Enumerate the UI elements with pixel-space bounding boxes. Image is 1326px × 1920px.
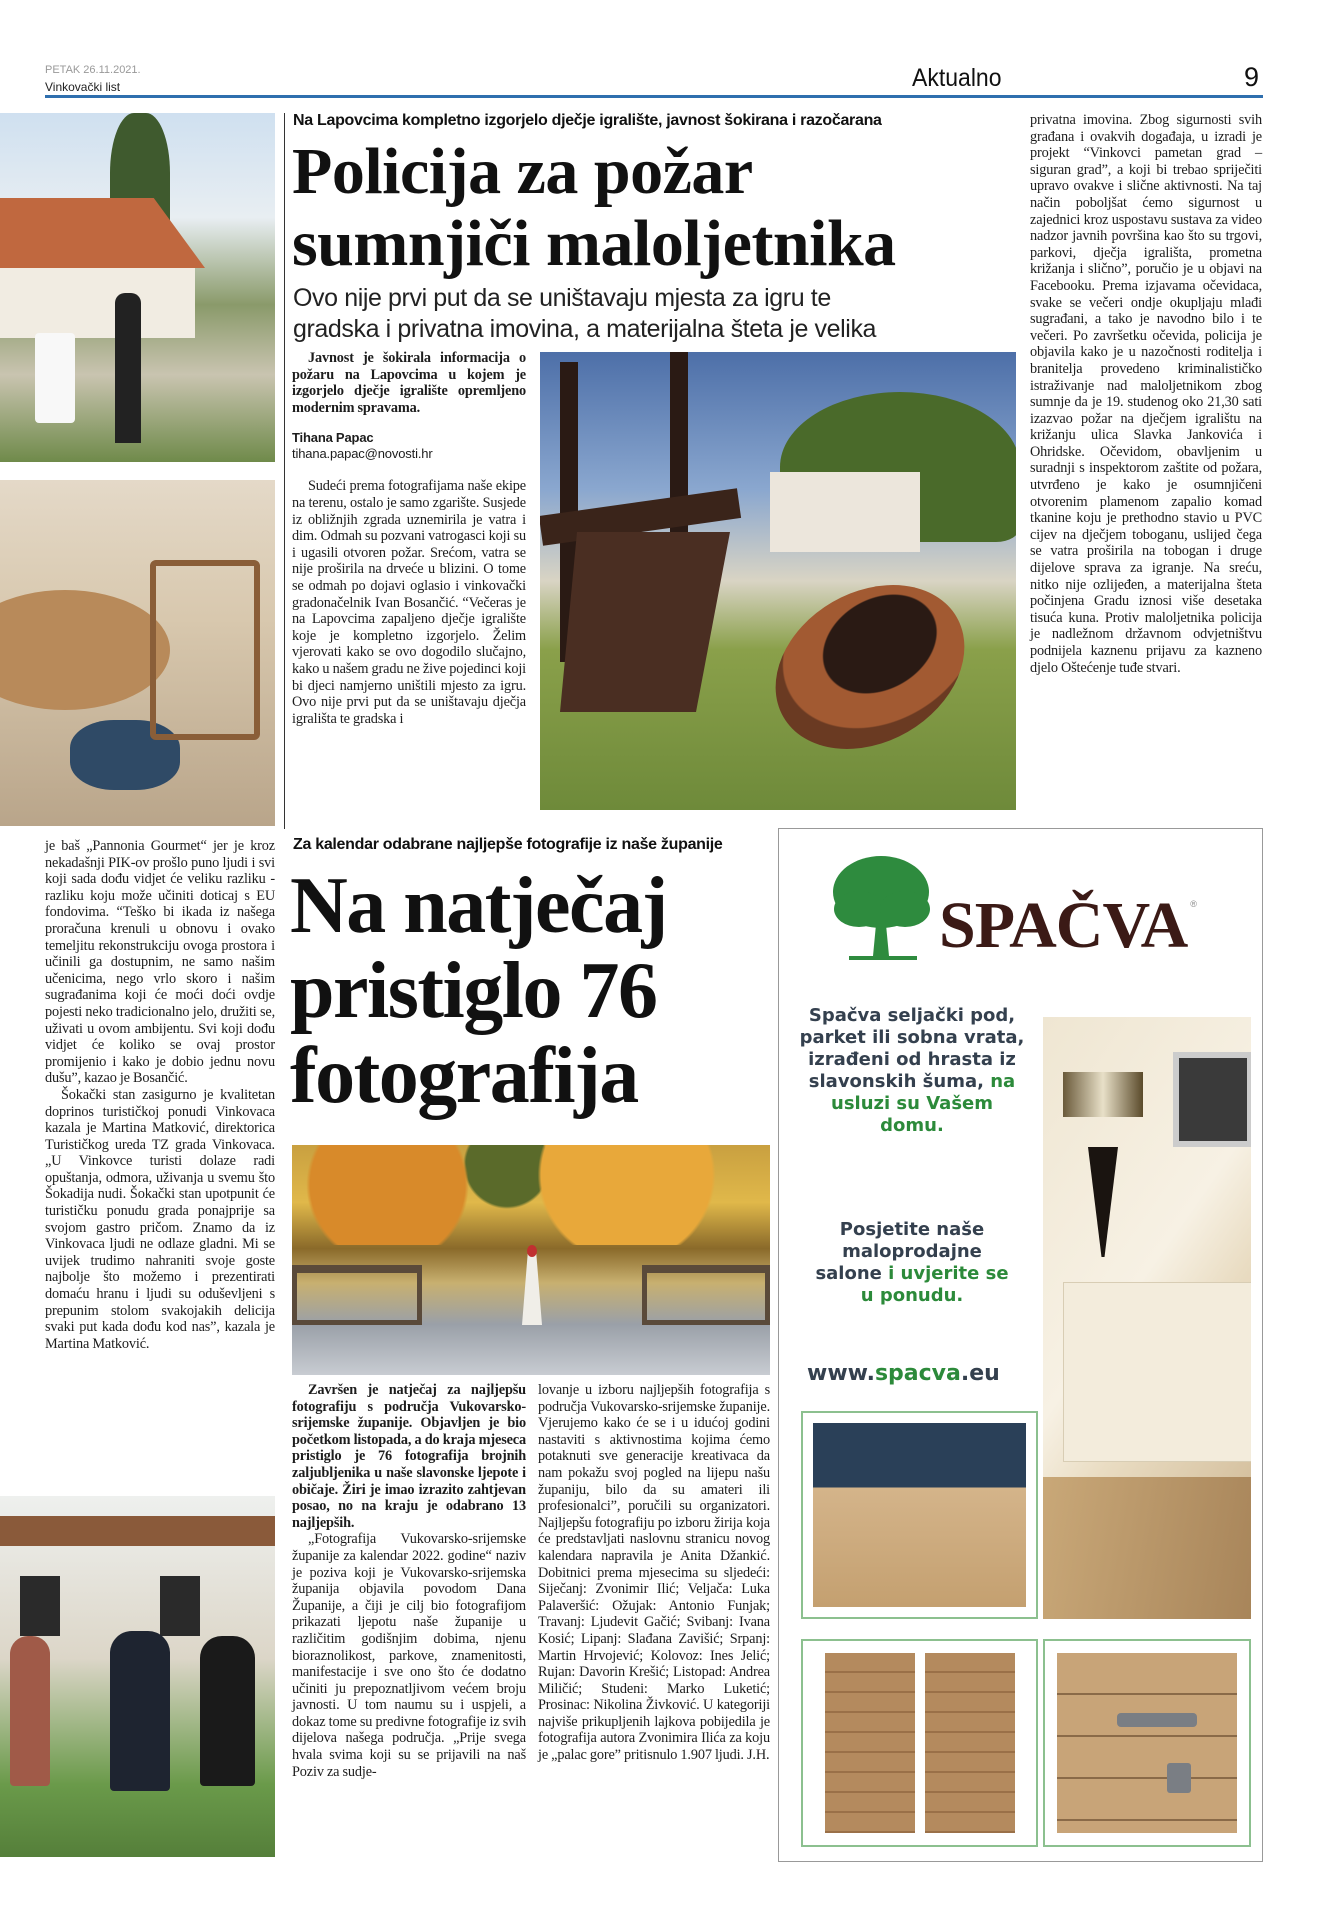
deck-line: Ovo nije prvi put da se uništavaju mjesta za igru te [293,284,831,312]
url-part: spacva [874,1361,961,1386]
header-rule [45,95,1263,98]
photo-door-handle [1043,1639,1251,1847]
photo-restaurant-interior [0,480,275,826]
url-part: .eu [960,1361,1000,1386]
article2-column-2 [538,1382,770,1764]
brand-logo-text: SPAČVA [939,889,1188,962]
invitation-text: Posjetite naše maloprodajne salone [815,1219,985,1284]
slogan-highlight: na usluzi su Vašem domu. [831,1071,1016,1136]
column-divider [284,113,285,829]
photo-restaurant-exterior [0,113,275,462]
author-email[interactable]: tihana.papac@novosti.hr [292,446,433,462]
article2-kicker: Za kalendar odabrane najljepše fotografije iz naše županije [293,836,723,853]
left-article-text [45,838,275,1352]
headline-line: Na natječaj [290,862,667,950]
article2-headline [290,864,770,1119]
photo-parquet-floor [801,1411,1038,1619]
page-number: 9 [1244,62,1260,92]
registered-mark: ® [1190,899,1197,909]
spacva-advertisement[interactable] [778,828,1263,1862]
photo-wooden-doors [801,1639,1038,1847]
brand-logo [939,891,1197,961]
article1-column-2 [1030,112,1262,676]
body-paragraph: Šokački stan zasigurno je kvalitetan doprinos turističkoj ponudi Vinkovaca kazala je Martina Matković, direktorica Turističkog ureda TZ grada Vinkovaca. „U Vinkovce turisti dolaze radi opuštanja, odmora, uživanja u svemu što Šokadija nudi. Šokački stan upotpunit će turističku ponudu grada ponajprije sa svojom gastro pričom. Znamo da iz Vinkovaca ljudi ne odlaze gladni. Mi se uvijek trudimo nahraniti svoje goste najbolje što možemo i prezentirati domaću hranu i ljudi su oduševljeni s prepunim stolom svakojakih delicija svaki put kada dođu kod nas”, kazala je Martina Matković. [45,1086,275,1352]
ad-website-link[interactable] [807,1361,1000,1387]
photo-burned-playground [540,352,1016,810]
headline-line: sumnjiči maloljetnika [292,207,896,280]
body-text: Sudeći prema fotografijama naše ekipe na terenu, ostalo je samo zgarište. Susjede iz obližnjih zgrada uznemirila je vatra i dim. Odmah su pozvani vatrogasci koji su i ugasili otvoren požar. Srećom, vatra se nije proširila na drveće u blizini. O tome se odmah po dojavi oglasio i vinkovački gradonačelnik Ivan Bosančić. “Večeras je na Lapovcima zapaljeno dječje igralište koje je kompletno izgorjelo. Želim vjerovati kako se ovo dogodilo slučajno, kako u našem gradu ne žive pojedinci koji bi djeci namjerno uništili mjesto za igru. Ovo nije prvi put da se uništavaju dječja igrališta te gradska i [292,478,526,727]
photo-guests-outdoors [0,1496,275,1857]
issue-date: PETAK 26.11.2021. [45,64,141,76]
body-text: „Fotografija Vukovarsko-srijemske županije za kalendar 2022. godine“ naziv je poziva koji je Vukovarsko-srijemska županija objavila povodom Dana Županije, a čiji je cilj bio fotografijom prikazati ljepotu naše županije u različitim godišnjim dobima, njenu bioraznolikost, parkove, znamenitosti, manifestacije i sve ono što će dodatno učiniti ju prepoznatljivom većem broju javnosti. U tom naumu su i uspjeli, a dokaz tome su predivne fotografije iz svih dijelova našega područja. „Prije svega hvala svima koji su se prijavili na naš Poziv za sudje- [292,1531,526,1780]
body-paragraph: je baš „Pannonia Gourmet“ jer je kroz nekadašnji PIK-ov prošlo puno ljudi i svi koji sada dođu vidjet će veliku razliku - razliku koju može učiniti doticaj s EU fondovima. “Teško bi ikada iz našega proračuna krenuli u obnovu i ovako temeljitu rekonstrukciju ovoga prostora i učinili ga dostupnim, ne samo našim učenicima, nego vrlo skoro i našim sugrađanima koji će moći doći ovdje pojesti neko tradicionalno jelo, družiti se, uživati u ovom ambijentu. Svi koji dođu vidjet će koliko se ovaj prostor promijenio i kako je dobio jednu novu dušu”, kazao je Bosančić. [45,838,275,1087]
article2-column-1 [292,1382,526,1780]
photo-dresser-lamp [1043,1017,1251,1619]
headline-line: Policija za požar [292,135,753,208]
article1-headline [292,136,1022,280]
oak-tree-logo-icon [829,854,934,964]
article1-kicker: Na Lapovcima kompletno izgorjelo dječje igralište, javnost šokirana i razočarana [293,112,882,129]
author-name: Tihana Papac [292,430,374,446]
invitation-highlight: i uvjerite se u ponudu. [860,1263,1009,1306]
headline-line: pristiglo 76 [290,947,657,1035]
headline-line: fotografija [290,1032,638,1120]
body-text: lovanje u izboru najljepših fotografija s područja Vukovarsko-srijemske županije. Vjerujemo kako će se i u idućoj godini nastaviti s aktivnostima kojima ćemo potaknuti sve generacije kreativaca da nam pokažu svoj pogled na lijepu našu županiju, bilo da su amateri ili profesionalci”, poručili su organizatori. Najljepšu fotografiju po izboru žirija koja će predstavljati naslovnu stranicu novog kalendara napravila je Anita Džankić. Dobitnici prema mjesecima su sljedeći: Siječanj: Zvonimir Ilić; Veljača: Luka Palaveršić: Ožujak: Antonio Funjak; Travanj: Ljudevit Gačić; Svibanj: Ivana Kosić; Lipanj: Slađana Zavišić; Srpanj: Martin Hrvojević; Kolovoz: Ines Jelić; Rujan: Davorin Krešić; Listopad: Andrea Miličić; Studeni: Marko Luketić; Prosinac: Nikolina Živković. U kategoriji najviše prikupljenih lajkova pobijedila je fotografija autora Zvonimira Ilića za koju je „palac gore” pritisnulo 1.907 ljudi. J.H. [538,1382,770,1764]
article1-lede: Javnost je šokirala informacija o požaru na Lapovcima u kojem je izgorjelo dječje igralište opremljeno modernim spravama. [292,350,526,416]
article1-column-1 [292,350,526,727]
ad-slogan [797,1005,1027,1137]
newspaper-name: Vinkovački list [45,80,121,94]
slogan-text: Spačva seljački pod, parket ili sobna vrata, izrađeni od hrasta iz slavonskih šuma, [799,1005,1025,1092]
url-part: www. [807,1361,875,1386]
deck-line: gradska i privatna imovina, a materijalna šteta je velika [293,315,877,343]
body-text: privatna imovina. Zbog sigurnosti svih građana i ovakvih događaja, u izradi je projekt “Vinkovci pametan grad – siguran grad”, a koji bi trebao spriječiti upravo ovakve i slične aktivnosti. Na taj način poboljšat ćemo sigurnost u zajednici kroz uspostavu sustava za video nadzor javnih površina kao što su trgovi, parkovi, dječja igrališta, prometna križanja i slično”, poručio je u objavi na Facebooku. Prema izjavama očevidaca, svake se večeri ondje okupljaju mlađi sugrađani, a tako je navodno bilo i te večeri. Po završetku očevida, policija je objavila kako je u nazočnosti roditelja i branitelja provedeno kriminalističko istraživanje nad maloljetnikom zbog sumnje da je 19. studenog oko 21,30 sati izazvao požar na dječjem igralištu na križanju ulica Slavka Jankovića i Ohridske. Očevidom, obavljenim u suradnji s inspektorom zaštite od požara, utvrđeno je kako je osumnjičeni otvorenim plamenom zapalio komad tkanine koju je prethodno stavio u PVC cijev na dječjem toboganu, uslijed čega se vatra proširila na tobogan i druge dijelove sprava za igranje. Na sreću, nitko nije ozlijeđen, a materijalna šteta počinjena Gradu iznosi više desetaka tisuća kuna. Protiv maloljetnika policija je nadležnom državnom odvjetništvu podnijela kaznenu prijavu za kazneno djelo Oštećenje tuđe stvari. [1030,112,1262,676]
photo-autumn-lake [292,1145,770,1375]
ad-invitation [807,1219,1017,1307]
article1-deck [293,283,1023,345]
article2-lede: Završen je natječaj za najljepšu fotografiju s područja Vukovarsko-srijemske županije. Objavljen je bio početkom listopada, a do kraja mjeseca pristiglo je 76 fotografija brojnih zaljubljenika u naše slavonske ljepote i običaje. Žiri je imao izrazito zahtjevan posao, no na kraju je odabrano 13 najljepših. [292,1382,526,1531]
section-title: Aktualno [912,64,1002,92]
